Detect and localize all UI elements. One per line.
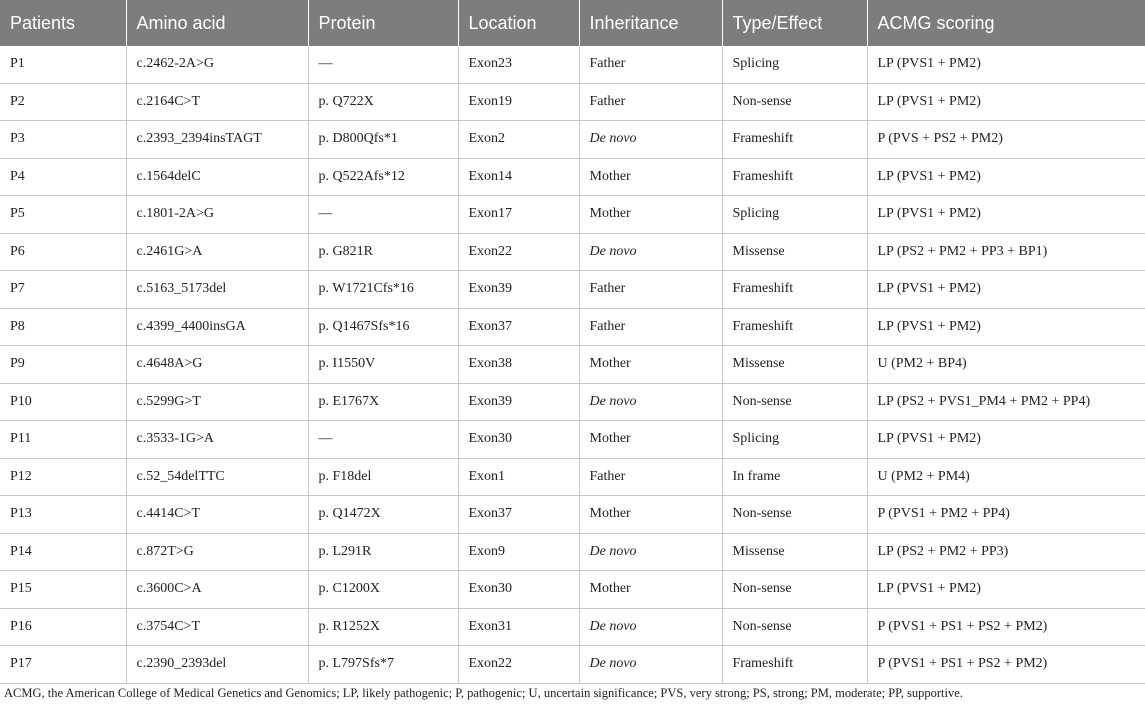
cell-acmg-scoring: U (PM2 + PM4) bbox=[867, 458, 1145, 496]
cell-acmg-scoring: LP (PVS1 + PM2) bbox=[867, 158, 1145, 196]
cell-location: Exon19 bbox=[458, 83, 579, 121]
header-acmg-scoring: ACMG scoring bbox=[867, 0, 1145, 46]
cell-amino-acid: c.4399_4400insGA bbox=[126, 308, 308, 346]
cell-amino-acid: c.1564delC bbox=[126, 158, 308, 196]
cell-acmg-scoring: P (PVS1 + PM2 + PP4) bbox=[867, 496, 1145, 534]
cell-amino-acid: c.872T>G bbox=[126, 533, 308, 571]
cell-protein: p. L797Sfs*7 bbox=[308, 646, 458, 684]
table-row bbox=[0, 646, 1145, 684]
table-row bbox=[0, 121, 1145, 159]
cell-amino-acid: c.2393_2394insTAGT bbox=[126, 121, 308, 159]
cell-amino-acid: c.3754C>T bbox=[126, 608, 308, 646]
table-row bbox=[0, 608, 1145, 646]
cell-acmg-scoring: P (PVS1 + PS1 + PS2 + PM2) bbox=[867, 608, 1145, 646]
table-row bbox=[0, 158, 1145, 196]
cell-type-effect: Non-sense bbox=[722, 496, 867, 534]
cell-patient: P17 bbox=[0, 646, 126, 684]
cell-inheritance: Mother bbox=[579, 496, 722, 534]
cell-amino-acid: c.4414C>T bbox=[126, 496, 308, 534]
table-body bbox=[0, 46, 1145, 683]
table-row bbox=[0, 83, 1145, 121]
header-amino-acid: Amino acid bbox=[126, 0, 308, 46]
cell-type-effect: Splicing bbox=[722, 196, 867, 234]
cell-type-effect: Frameshift bbox=[722, 121, 867, 159]
cell-acmg-scoring: LP (PVS1 + PM2) bbox=[867, 308, 1145, 346]
cell-type-effect: Splicing bbox=[722, 421, 867, 459]
cell-inheritance: Father bbox=[579, 308, 722, 346]
cell-patient: P8 bbox=[0, 308, 126, 346]
cell-inheritance: De novo bbox=[579, 121, 722, 159]
cell-patient: P5 bbox=[0, 196, 126, 234]
cell-amino-acid: c.5299G>T bbox=[126, 383, 308, 421]
table-header bbox=[0, 0, 1145, 46]
cell-acmg-scoring: LP (PVS1 + PM2) bbox=[867, 421, 1145, 459]
cell-amino-acid: c.1801-2A>G bbox=[126, 196, 308, 234]
cell-protein: p. C1200X bbox=[308, 571, 458, 609]
cell-type-effect: Missense bbox=[722, 346, 867, 384]
cell-location: Exon30 bbox=[458, 421, 579, 459]
cell-inheritance: Mother bbox=[579, 158, 722, 196]
cell-acmg-scoring: LP (PVS1 + PM2) bbox=[867, 271, 1145, 309]
cell-inheritance: De novo bbox=[579, 533, 722, 571]
cell-type-effect: In frame bbox=[722, 458, 867, 496]
cell-location: Exon39 bbox=[458, 271, 579, 309]
cell-acmg-scoring: LP (PS2 + PM2 + PP3) bbox=[867, 533, 1145, 571]
table-row bbox=[0, 533, 1145, 571]
cell-acmg-scoring: LP (PVS1 + PM2) bbox=[867, 196, 1145, 234]
cell-patient: P4 bbox=[0, 158, 126, 196]
cell-patient: P7 bbox=[0, 271, 126, 309]
table-row bbox=[0, 383, 1145, 421]
cell-patient: P15 bbox=[0, 571, 126, 609]
cell-acmg-scoring: LP (PVS1 + PM2) bbox=[867, 83, 1145, 121]
cell-location: Exon22 bbox=[458, 233, 579, 271]
cell-location: Exon23 bbox=[458, 46, 579, 83]
cell-amino-acid: c.52_54delTTC bbox=[126, 458, 308, 496]
cell-protein: — bbox=[308, 421, 458, 459]
cell-inheritance: Father bbox=[579, 83, 722, 121]
cell-protein: p. I1550V bbox=[308, 346, 458, 384]
cell-type-effect: Frameshift bbox=[722, 271, 867, 309]
cell-patient: P10 bbox=[0, 383, 126, 421]
cell-amino-acid: c.2462-2A>G bbox=[126, 46, 308, 83]
cell-amino-acid: c.2164C>T bbox=[126, 83, 308, 121]
cell-inheritance: Mother bbox=[579, 196, 722, 234]
cell-inheritance: Father bbox=[579, 271, 722, 309]
cell-acmg-scoring: LP (PVS1 + PM2) bbox=[867, 571, 1145, 609]
cell-location: Exon30 bbox=[458, 571, 579, 609]
cell-acmg-scoring: P (PVS1 + PS1 + PS2 + PM2) bbox=[867, 646, 1145, 684]
cell-protein: p. W1721Cfs*16 bbox=[308, 271, 458, 309]
cell-type-effect: Missense bbox=[722, 233, 867, 271]
cell-type-effect: Splicing bbox=[722, 46, 867, 83]
cell-protein: p. Q1467Sfs*16 bbox=[308, 308, 458, 346]
cell-location: Exon37 bbox=[458, 496, 579, 534]
cell-location: Exon2 bbox=[458, 121, 579, 159]
header-row bbox=[0, 0, 1145, 46]
cell-patient: P11 bbox=[0, 421, 126, 459]
table-row bbox=[0, 496, 1145, 534]
cell-amino-acid: c.2390_2393del bbox=[126, 646, 308, 684]
cell-inheritance: Father bbox=[579, 46, 722, 83]
cell-inheritance: De novo bbox=[579, 646, 722, 684]
cell-acmg-scoring: LP (PS2 + PM2 + PP3 + BP1) bbox=[867, 233, 1145, 271]
cell-location: Exon9 bbox=[458, 533, 579, 571]
cell-location: Exon37 bbox=[458, 308, 579, 346]
cell-protein: — bbox=[308, 46, 458, 83]
cell-amino-acid: c.4648A>G bbox=[126, 346, 308, 384]
cell-location: Exon38 bbox=[458, 346, 579, 384]
cell-location: Exon39 bbox=[458, 383, 579, 421]
cell-type-effect: Frameshift bbox=[722, 158, 867, 196]
cell-protein: p. D800Qfs*1 bbox=[308, 121, 458, 159]
cell-protein: p. E1767X bbox=[308, 383, 458, 421]
cell-patient: P14 bbox=[0, 533, 126, 571]
cell-patient: P6 bbox=[0, 233, 126, 271]
cell-inheritance: De novo bbox=[579, 233, 722, 271]
table-row bbox=[0, 308, 1145, 346]
cell-location: Exon31 bbox=[458, 608, 579, 646]
cell-type-effect: Frameshift bbox=[722, 308, 867, 346]
cell-type-effect: Non-sense bbox=[722, 608, 867, 646]
cell-location: Exon14 bbox=[458, 158, 579, 196]
cell-type-effect: Missense bbox=[722, 533, 867, 571]
cell-location: Exon17 bbox=[458, 196, 579, 234]
cell-acmg-scoring: P (PVS + PS2 + PM2) bbox=[867, 121, 1145, 159]
table-row bbox=[0, 46, 1145, 83]
cell-patient: P1 bbox=[0, 46, 126, 83]
cell-patient: P13 bbox=[0, 496, 126, 534]
cell-protein: p. L291R bbox=[308, 533, 458, 571]
table-row bbox=[0, 196, 1145, 234]
cell-inheritance: Mother bbox=[579, 346, 722, 384]
table-row bbox=[0, 458, 1145, 496]
cell-protein: p. G821R bbox=[308, 233, 458, 271]
header-patients: Patients bbox=[0, 0, 126, 46]
cell-amino-acid: c.2461G>A bbox=[126, 233, 308, 271]
cell-patient: P3 bbox=[0, 121, 126, 159]
cell-acmg-scoring: U (PM2 + BP4) bbox=[867, 346, 1145, 384]
header-location: Location bbox=[458, 0, 579, 46]
cell-patient: P9 bbox=[0, 346, 126, 384]
cell-inheritance: Mother bbox=[579, 571, 722, 609]
cell-type-effect: Frameshift bbox=[722, 646, 867, 684]
cell-amino-acid: c.5163_5173del bbox=[126, 271, 308, 309]
cell-acmg-scoring: LP (PVS1 + PM2) bbox=[867, 46, 1145, 83]
table-row bbox=[0, 571, 1145, 609]
cell-protein: p. Q1472X bbox=[308, 496, 458, 534]
table-row bbox=[0, 271, 1145, 309]
table-row bbox=[0, 421, 1145, 459]
header-type-effect: Type/Effect bbox=[722, 0, 867, 46]
cell-inheritance: De novo bbox=[579, 383, 722, 421]
cell-type-effect: Non-sense bbox=[722, 83, 867, 121]
table-footnote: ACMG, the American College of Medical Genetics and Genomics; LP, likely pathogenic; P, pathogenic; U, uncertain significance; PVS, very strong; PS, strong; PM, moderate; PP, supportive. bbox=[4, 686, 963, 700]
cell-patient: P12 bbox=[0, 458, 126, 496]
cell-type-effect: Non-sense bbox=[722, 383, 867, 421]
table-row bbox=[0, 233, 1145, 271]
cell-location: Exon22 bbox=[458, 646, 579, 684]
cell-protein: p. F18del bbox=[308, 458, 458, 496]
cell-amino-acid: c.3600C>A bbox=[126, 571, 308, 609]
cell-location: Exon1 bbox=[458, 458, 579, 496]
cell-amino-acid: c.3533-1G>A bbox=[126, 421, 308, 459]
cell-protein: — bbox=[308, 196, 458, 234]
cell-patient: P16 bbox=[0, 608, 126, 646]
cell-inheritance: Father bbox=[579, 458, 722, 496]
cell-protein: p. Q522Afs*12 bbox=[308, 158, 458, 196]
cell-type-effect: Non-sense bbox=[722, 571, 867, 609]
cell-patient: P2 bbox=[0, 83, 126, 121]
header-inheritance: Inheritance bbox=[579, 0, 722, 46]
cell-inheritance: Mother bbox=[579, 421, 722, 459]
cell-inheritance: De novo bbox=[579, 608, 722, 646]
table-row bbox=[0, 346, 1145, 384]
cell-protein: p. Q722X bbox=[308, 83, 458, 121]
cell-protein: p. R1252X bbox=[308, 608, 458, 646]
header-protein: Protein bbox=[308, 0, 458, 46]
cell-acmg-scoring: LP (PS2 + PVS1_PM4 + PM2 + PP4) bbox=[867, 383, 1145, 421]
